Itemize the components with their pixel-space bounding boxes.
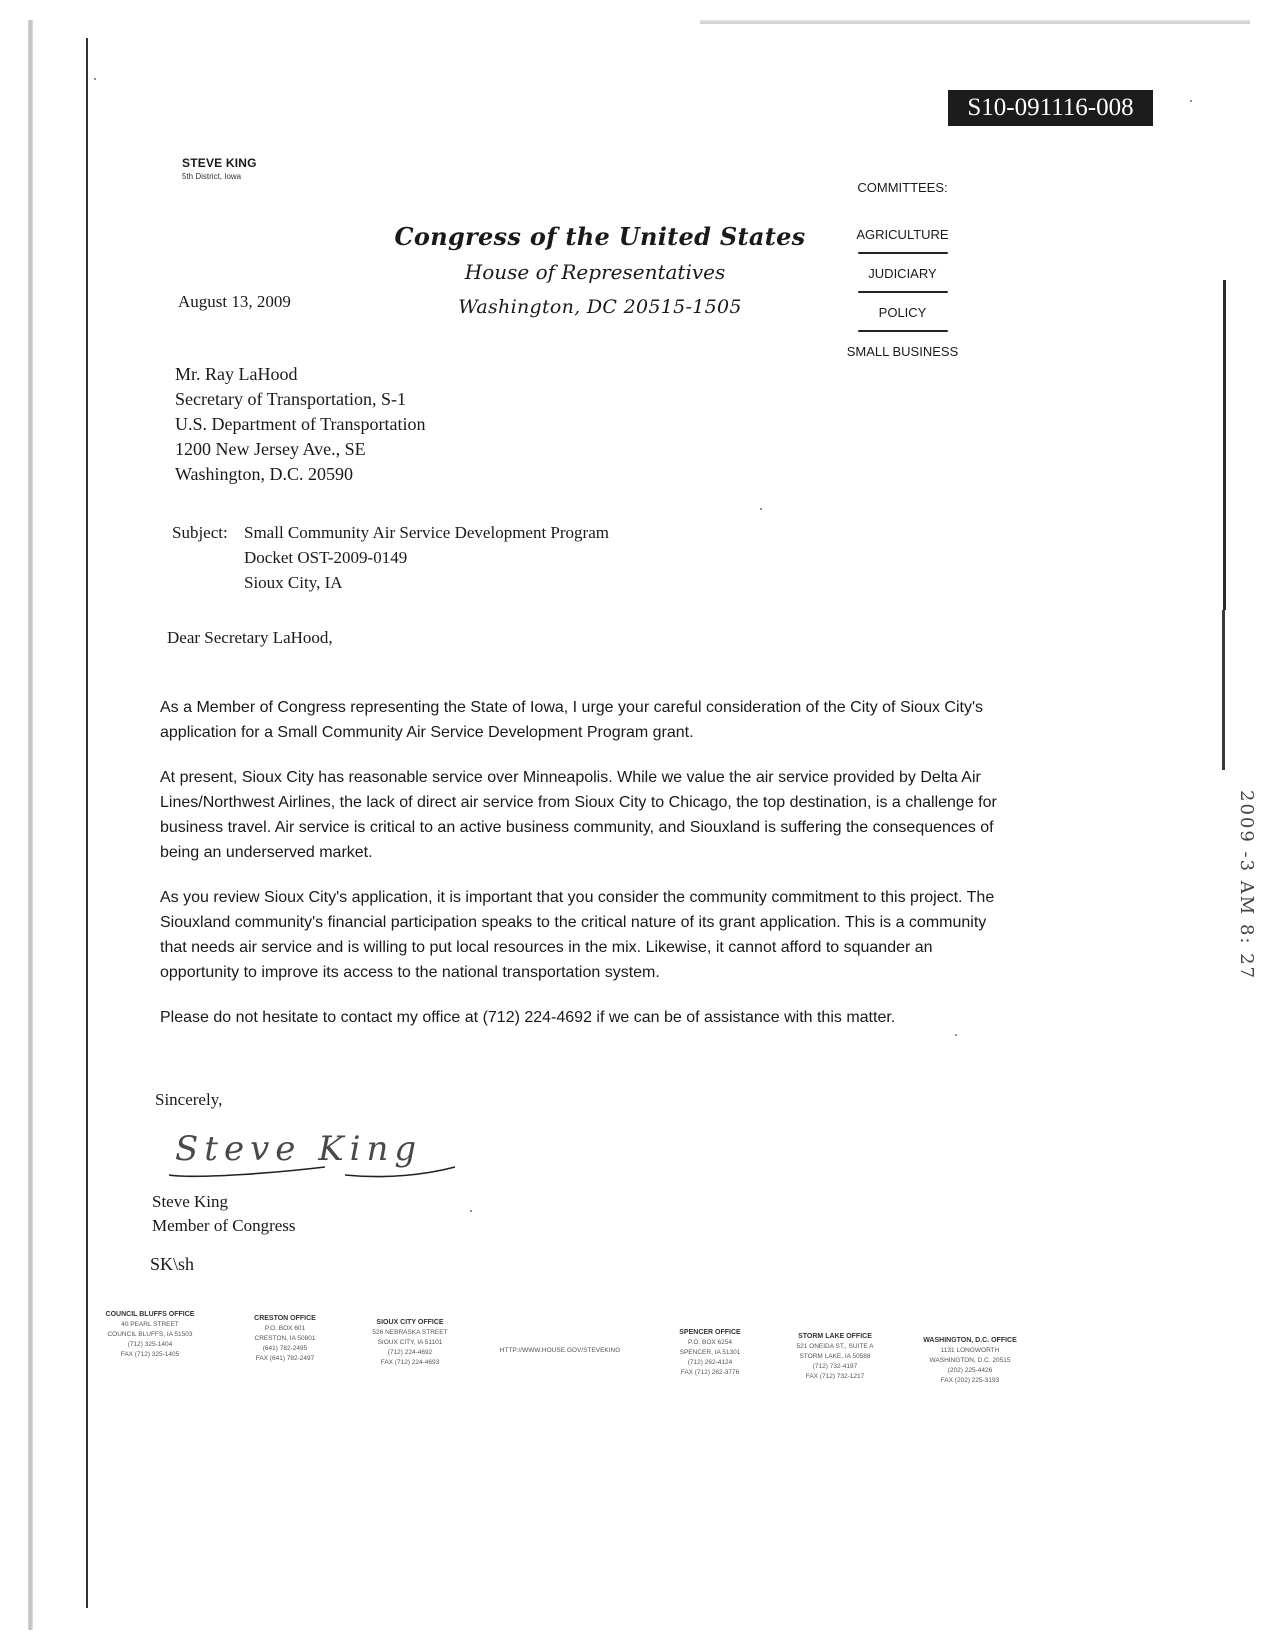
office-name: STORM LAKE OFFICE [798,1333,872,1340]
office-washington-dc [905,1336,1035,1386]
signer-block [152,1190,296,1238]
office-line: WASHINGTON, D.C. 20515 [929,1357,1011,1364]
subject-label: Subject: [172,523,228,542]
committee-divider [858,330,948,332]
typist-initials: SK\sh [150,1254,195,1274]
office-line: 526 NEBRASKA STREET [372,1329,448,1336]
recipient-line: Secretary of Transportation, S-1 [175,389,406,409]
office-line: FAX (712) 262-3776 [680,1369,740,1376]
scan-speck [470,1210,472,1212]
scan-edge-left [28,20,33,1630]
letterhead-address: Washington, DC 20515-1505 [458,296,742,318]
body-paragraph: Please do not hesitate to contact my office at (712) 224-4692 if we can be of assistance with this matter. [160,1009,896,1026]
office-line: P.O. BOX 6254 [688,1339,732,1346]
signature-text: Steve King [175,1129,423,1169]
office-line: 40 PEARL STREET [121,1321,179,1328]
body-paragraph: As a Member of Congress representing the State of Iowa, I urge your careful consideration of the City of Sioux City's application for a Small Community Air Service Development Program grant. [160,699,984,741]
scan-edge-inner [86,38,88,1608]
office-line: CRESTON, IA 50801 [254,1335,316,1342]
office-website [475,1346,645,1356]
scan-speck [955,1034,957,1036]
office-line: FAX (202) 225-3193 [940,1377,1000,1384]
recipient-line: U.S. Department of Transportation [175,414,426,434]
office-line: FAX (641) 782-2497 [255,1355,315,1362]
office-line: (641) 782-2495 [262,1345,308,1352]
office-line: P.O. BOX 601 [264,1325,306,1332]
letterhead-member-name: STEVE KING [182,156,257,170]
office-line: FAX (712) 325-1405 [120,1351,180,1358]
office-name: WASHINGTON, D.C. OFFICE [923,1337,1017,1344]
office-name: SIOUX CITY OFFICE [376,1319,444,1326]
office-name: SPENCER OFFICE [679,1329,741,1336]
office-line: SIOUX CITY, IA 51101 [377,1339,443,1346]
signature [155,1115,465,1187]
committee-item: POLICY [878,305,927,320]
office-creston [230,1314,340,1364]
office-line: STORM LAKE, IA 50588 [799,1353,871,1360]
office-sioux-city [355,1318,465,1368]
document-id-stamp: S10-091116-008 [948,90,1153,126]
committee-divider [858,291,948,293]
letterhead-district: 5th District, Iowa [182,172,242,181]
signature-image [155,1115,465,1187]
scan-edge-top [700,20,1250,24]
scan-speck [760,508,762,510]
scan-speck [94,78,96,80]
committee-item: SMALL BUSINESS [846,344,959,359]
office-line: FAX (712) 224-4693 [380,1359,440,1366]
salutation: Dear Secretary LaHood, [167,628,333,647]
scan-speck [1190,100,1192,102]
office-line: (712) 732-4197 [812,1363,858,1370]
letterhead-house: House of Representatives [464,260,726,284]
office-council-bluffs [90,1310,210,1360]
letter-body [160,695,1010,1050]
signer-name: Steve King [152,1192,229,1211]
office-line: (712) 262-4124 [687,1359,733,1366]
committee-divider [858,252,948,254]
subject-line: Sioux City, IA [244,573,343,592]
office-line: 1131 LONGWORTH [940,1347,1000,1354]
office-line: 521 ONEIDA ST., SUITE A [796,1343,874,1350]
office-spencer [655,1328,765,1378]
subject-line: Docket OST-2009-0149 [244,548,408,567]
office-line: (202) 225-4426 [947,1367,993,1374]
office-line: (712) 325-1404 [127,1341,173,1348]
signer-title: Member of Congress [152,1216,296,1235]
office-line: SPENCER, IA 51301 [679,1349,741,1356]
website-url[interactable]: HTTP://WWW.HOUSE.GOV/STEVEKING [499,1347,621,1354]
office-name: CRESTON OFFICE [254,1315,316,1322]
letterhead-title: Congress of the United States [394,222,806,251]
office-name: COUNCIL BLUFFS OFFICE [105,1311,195,1318]
office-storm-lake [775,1332,895,1382]
scan-edge-right-lower [1222,610,1225,770]
body-paragraph: At present, Sioux City has reasonable service over Minneapolis. While we value the air service provided by Delta Air Lines/Northwest Airlines, the lack of direct air service from Sioux City to Chicago, the top destination, is a challenge for business travel. Air service is critical to an active business community, and Siouxland is suffering the consequences of being an underserved market. [160,769,997,861]
committees-list [835,180,970,369]
letter-date: August 13, 2009 [178,292,291,311]
office-line: FAX (712) 732-1217 [805,1373,865,1380]
subject-block [172,520,609,595]
recipient-line: 1200 New Jersey Ave., SE [175,439,366,459]
office-line: (712) 224-4692 [387,1349,433,1356]
signature-stroke [169,1167,455,1177]
office-line: COUNCIL BLUFFS, IA 51503 [107,1331,193,1338]
margin-annotation: 2009 -3 AM 8: 27 [1236,790,1257,981]
committee-item: JUDICIARY [868,266,937,281]
closing: Sincerely, [155,1090,223,1109]
committees-label: COMMITTEES: [857,180,948,195]
recipient-line: Washington, D.C. 20590 [175,464,354,484]
recipient-address [175,362,425,487]
committee-item: AGRICULTURE [856,227,949,242]
body-paragraph: As you review Sioux City's application, it is important that you consider the community commitment to this project. The Siouxland community's financial participation speaks to the critical nature of its grant application. This is a community that needs air service and is willing to put local resources in the mix. Likewise, it cannot afford to squander an opportunity to improve its access to the national transportation system. [160,889,995,981]
recipient-line: Mr. Ray LaHood [175,364,298,384]
scan-edge-right [1223,280,1226,610]
subject-line: Small Community Air Service Development Program [244,523,609,542]
